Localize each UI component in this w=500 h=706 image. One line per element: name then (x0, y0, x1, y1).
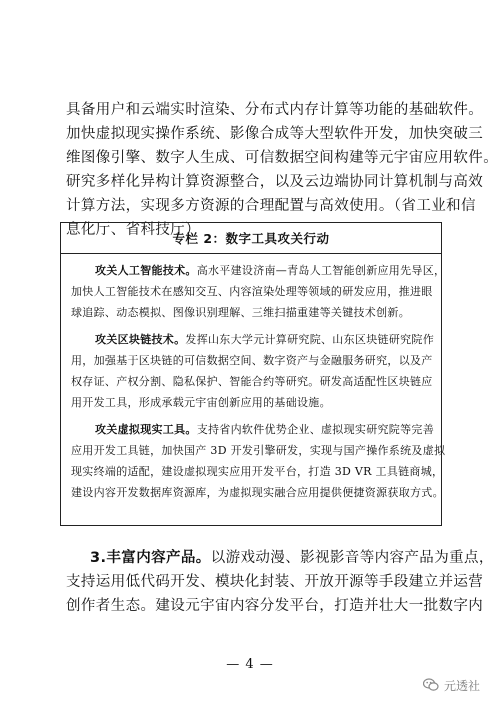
entry-text: 球追踪、动态模拟、图像识别理解、三维扫描重建等关键技术创新。 (71, 306, 410, 319)
column-entry-ai (71, 260, 446, 323)
text-line: 支持运用低代码开发、模块化封装、开放开源等手段建立并运营 (66, 574, 484, 590)
entry-text: 高水平建设济南—青岛人工智能创新应用先导区， (196, 264, 446, 277)
body-paragraph-bottom (66, 546, 494, 618)
entry-text: 建设内容开发数据库资源库，为虚拟现实融合应用提供便捷资源获取方式。 (71, 486, 444, 499)
body-paragraph-top (66, 98, 499, 242)
text-line: 加快虚拟现实操作系统、影像合成等大型软件开发，加快突破三 (66, 126, 484, 142)
wechat-icon (423, 678, 439, 692)
column-entry-vr (71, 419, 446, 503)
section-heading: 3.丰富内容产品。 (90, 550, 211, 566)
text-line (66, 546, 494, 570)
watermark (423, 675, 480, 695)
entry-first-line (71, 419, 435, 440)
text-line: 具备用户和云端实时渲染、分布式内存计算等功能的基础软件。 (66, 102, 484, 118)
column-box (60, 222, 446, 526)
entry-text: 现实终端的适配，建设虚拟现实应用开发平台，打造 3D VR 工具链商城， (71, 465, 444, 478)
text-line: 研究多样化异构计算资源整合，以及云边端协同计算机制与高效 (66, 174, 484, 190)
entry-text: 发挥山东大学元计算研究院、山东区块链研究院作 (185, 333, 435, 346)
text-line: 计算方法，实现多方资源的合理配置与高效使用。（省工业和信 (66, 198, 476, 214)
text-line: 创作者生态。建设元宇宙内容分发平台，打造并壮大一批数字内 (66, 598, 484, 614)
entry-first-line (71, 329, 435, 350)
entry-lead: 攻关人工智能技术。 (95, 264, 197, 277)
column-box-title: 专栏 2：数字工具攻关行动 (172, 231, 330, 246)
entry-lead: 攻关区块链技术。 (95, 333, 186, 346)
entry-text: 支持省内软件优势企业、虚拟现实研究院等完善 (196, 423, 435, 436)
text-line: 息化厅、省科技厅） (66, 222, 201, 238)
text-line: 维图像引擎、数字人生成、可信数据空间构建等元宇宙应用软件。 (66, 150, 499, 166)
entry-text: 加快人工智能技术在感知交互、内容渲染处理等领域的研发应用，推进眼 (71, 285, 433, 298)
entry-lead: 攻关虚拟现实工具。 (95, 423, 197, 436)
entry-text: 用开发工具，形成承载元宇宙创新应用的基础设施。 (71, 396, 331, 409)
column-box-header (61, 223, 441, 254)
entry-text: 权存证、产权分割、隐私保护、智能合约等研究。研发高适配性区块链应 (71, 375, 433, 388)
page-number: — 4 — (226, 657, 274, 672)
watermark-text: 元透社 (443, 678, 480, 693)
column-entry-blockchain (71, 329, 435, 413)
entry-first-line (71, 260, 446, 281)
entry-text: 应用开发工具链，加快国产 3D 开发引擎研发，实现与国产操作系统及虚拟 (71, 444, 446, 457)
column-box-body (61, 254, 446, 503)
text-segment: 以游戏动漫、影视影音等内容产品为重点， (210, 550, 494, 566)
entry-text: 用，加强基于区块链的可信数据空间、数字资产与金融服务研究，以及产 (71, 354, 433, 367)
